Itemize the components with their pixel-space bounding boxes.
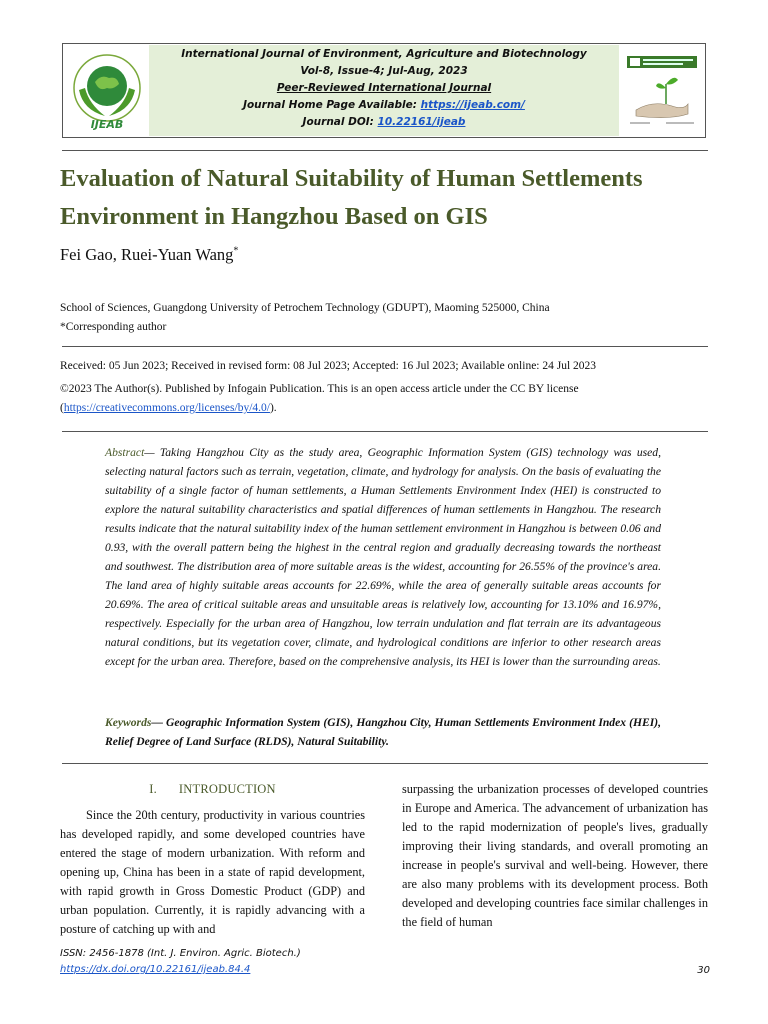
keywords-label: Keywords — [105, 716, 152, 729]
journal-header — [62, 43, 706, 138]
doi-link[interactable]: 10.22161/ijeab — [377, 116, 466, 128]
corresponding-mark: * — [233, 245, 239, 257]
keywords-text: — Geographic Information System (GIS), Hangzhou City, Human Settlements Environment Index (HEI), Relief Degree of Land Surface (RLDS), Natural Suitability. — [105, 716, 661, 748]
page-footer — [60, 946, 710, 978]
keywords — [105, 713, 661, 751]
affiliation-block — [60, 299, 550, 337]
section-number: I. — [149, 782, 157, 796]
abstract — [105, 443, 661, 671]
publication-info — [60, 357, 710, 418]
homepage-label: Journal Home Page Available: — [243, 99, 421, 111]
paren-open: ( — [60, 402, 64, 414]
peer-reviewed-label: Peer-Reviewed International Journal — [276, 82, 492, 94]
right-column — [402, 780, 708, 932]
journal-logo-icon — [67, 48, 147, 134]
license-statement: ©2023 The Author(s). Published by Infogain Publication. This is an open access article under the CC BY license — [60, 383, 579, 395]
paper-authors — [60, 245, 238, 265]
journal-logo — [64, 45, 149, 136]
doi-label: Journal DOI: — [302, 116, 378, 128]
abstract-text: — Taking Hangzhou City as the study area, Geographic Information System (GIS) technology was used, selecting natural factors such as terrain, vegetation, climate, and hydrology for analysis. On the basis of evaluating the suitability of a single factor of human settlements, a Human Settlements Environment Index (HEI) is constructed to explore the natural suitability characteristics and spatial differences of human settlements in Hangzhou. The research results indicate that the natural suitability index of the human settlement environment in Hangzhou is between 0.06 and 0.93, with the overall pattern being the highest in the central region and gradually decreasing towards the northeast and southwest. The distribution area of more suitable areas is the widest, accounting for 26.55% of the province's area. The land area of highly suitable areas accounts for 22.69%, while the area of generally suitable areas accounts for 20.69%. The area of critical suitable areas and unsuitable areas is relatively low, accounting for 13.10% and 16.97%, respectively. Especially for the urban area of Hangzhou, low terrain undulation and flat terrain are its advantageous natural conditions, but its vegetation cover, climate, and hydrological conditions are inferior to other research areas except for the urban area. Therefore, based on the comprehensive analysis, its HEI is lower than the surrounding areas. — [105, 446, 661, 668]
paper-title: Evaluation of Natural Suitability of Human Settlements Environment in Hangzhou Based on GIS — [60, 165, 643, 230]
author-names: Fei Gao, Ruei-Yuan Wang — [60, 245, 234, 264]
paren-close: ). — [269, 402, 277, 414]
page-number: 30 — [697, 965, 710, 976]
cover-thumbnail-icon — [622, 48, 702, 134]
journal-volume: Vol-8, Issue-4; Jul-Aug, 2023 — [300, 65, 468, 77]
doi-line — [149, 114, 619, 131]
journal-info — [149, 45, 619, 136]
left-column — [60, 780, 365, 939]
footer-doi-link[interactable]: https://dx.doi.org/10.22161/ijeab.84.4 — [60, 964, 251, 975]
journal-cover-image — [619, 45, 704, 136]
corresponding-author-note: *Corresponding author — [60, 321, 167, 333]
affiliation: School of Sciences, Guangdong University of Petrochem Technology (GDUPT), Maoming 525000, China — [60, 302, 550, 314]
footer-issn: ISSN: 2456-1878 (Int. J. Environ. Agric. Biotech.) — [60, 948, 301, 959]
logo-text: IJEAB — [90, 117, 123, 131]
footer-doi-line — [60, 962, 710, 978]
section-title: INTRODUCTION — [178, 782, 276, 796]
section-heading-introduction — [60, 780, 365, 799]
license-link[interactable]: https://creativecommons.org/licenses/by/4.0/ — [63, 402, 270, 414]
affiliation-divider — [62, 346, 708, 347]
intro-paragraph-right: surpassing the urbanization processes of developed countries in Europe and America. The advancement of urbanization has led to the rapid modernization of people's lives, gradually improving their living standards, and overall promoting an increase in people's survival and well-being. However, there are also many problems with its development process. Both developed and developing countries face similar challenges in the field of human — [402, 782, 708, 929]
license-line — [60, 399, 710, 418]
homepage-line — [149, 97, 619, 114]
abstract-divider — [62, 763, 708, 764]
journal-name: International Journal of Environment, Agriculture and Biotechnology — [181, 48, 587, 60]
license-divider — [62, 431, 708, 432]
intro-paragraph-left: Since the 20th century, productivity in various countries has developed rapidly, and some developed countries have entered the stage of modern urbanization. With reform and opening up, China has been in a state of rapid development, with rapid growth in Gross Domestic Product (GDP) and urban population. Currently, it is rapidly advancing with a posture of catching up with and — [60, 808, 365, 936]
abstract-label: Abstract — [105, 446, 145, 459]
homepage-link[interactable]: https://ijeab.com/ — [420, 99, 525, 111]
publication-dates: Received: 05 Jun 2023; Received in revised form: 08 Jul 2023; Accepted: 16 Jul 2023; Available online: 24 Jul 2023 — [60, 360, 597, 372]
header-divider — [62, 150, 708, 151]
